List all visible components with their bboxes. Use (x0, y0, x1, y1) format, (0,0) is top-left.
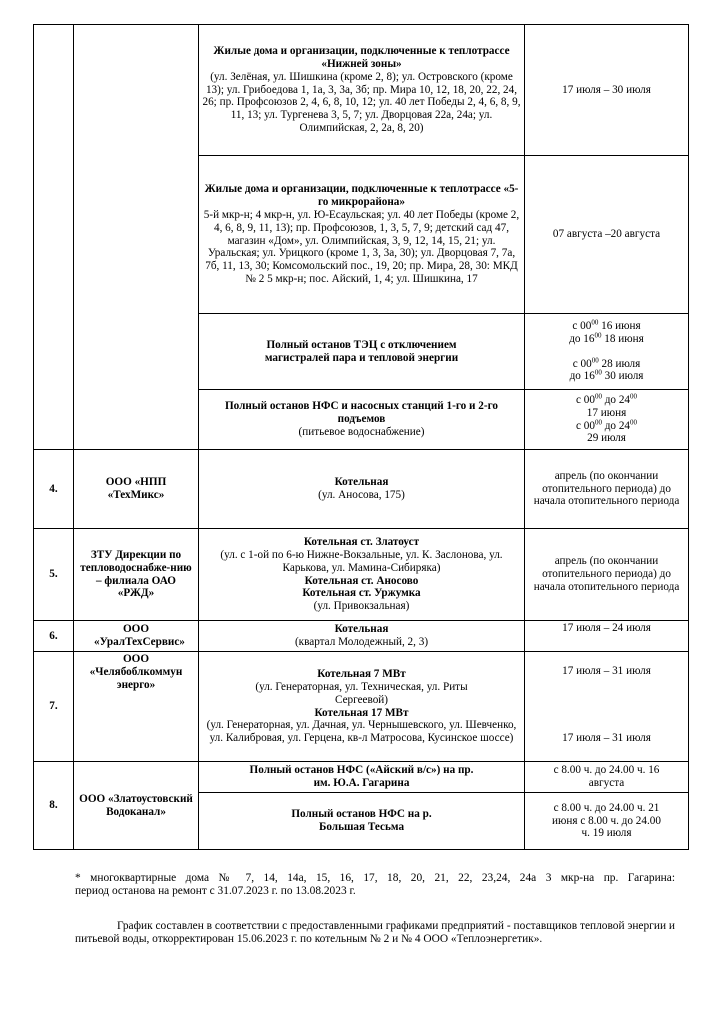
period-cell (525, 390, 689, 450)
period-line: до $16^{00}$ 18 июня (569, 330, 644, 345)
footnote-line: * многоквартирные дома № 7, 14, 14а, 15, 16, 17, 18, 20, 21, 22, 23,24, 24а 3 мкр-на пр. Гагарина: (75, 872, 675, 884)
period-line: с $00^{00}$ до $24^{00}$ (575, 417, 638, 432)
row-number: 7. (34, 652, 74, 762)
object-description: (ул. Привокзальная) (313, 600, 410, 613)
table-row (34, 25, 689, 156)
object-description: (ул. Генераторная, ул. Дачная, ул. Чернышевского, ул. Шевченко, ул. Калибровая, ул. Герцена, кв-л Матросова, Кусинское шоссе) (206, 719, 517, 745)
object-title: Котельная ст. Златоуст (303, 536, 420, 549)
object-title: Полный останов ТЭЦ с отключением магистралей пара и тепловой энергии (264, 338, 459, 364)
object-title: Полный останов НФС и насосных станций 1-го и 2-го подъемов (224, 400, 499, 426)
object-title: Жилые дома и организации, подключенные к теплотрассе «5-го микрорайона» (204, 183, 519, 209)
object-title: Котельная ст. Уржумка (302, 587, 421, 600)
object-description: (питьевое водоснабжение) (298, 425, 425, 438)
object-title: Котельная (334, 623, 389, 636)
organization-name: ООО «Челябоблкоммун энерго» (74, 652, 199, 762)
period-cell: 17 июля – 24 июля (525, 621, 689, 652)
period-cell: апрель (по окончании отопительного периода) до начала отопительного периода (525, 450, 689, 529)
object-title: Жилые дома и организации, подключенные к теплотрассе «Нижней зоны» (213, 45, 510, 70)
period-line: 17 июля – 31 июля (562, 665, 651, 677)
footnote-line: период останова на ремонт с 31.07.2023 г. по 13.08.2023 г. (75, 885, 356, 897)
object-title: Котельная 7 МВт (317, 668, 406, 681)
object-description: 5-й мкр-н; 4 мкр-н, ул. Ю-Есаульская; ул. 40 лет Победы (кроме 2, 4, 6, 8, 9, 11, 13); пр. Профсоюзов, 1, 3, 5, 7, 9; детский сад 47, магазин «Дом», ул. Олимпийская, 3, 9, 12, 14, 15, 21; ул. Уральская; ул. Урицкого (кроме 1, 3, 3а, 30); ул. Дворцовая 7, 7а, 7б, 11, 13, 30; Комсомольский пос., 19, 20; пр. Мира, 28, 30: МКД № 2 5 мкр-н; пос. Айский, 1, 4; ул. Шишкина, 17 (203, 208, 520, 285)
table-row (34, 762, 689, 793)
period-line: с $00^{00}$ 28 июля (572, 355, 641, 370)
closing-paragraph: График составлен в соответствии с предоставленными графиками предприятий - поставщиков тепловой энергии и питьевой воды, откорректирован 15.06.2023 г. по котельным № 2 и № 4 ООО «Теплоэнергетик». (75, 920, 675, 945)
object-cell (199, 762, 525, 793)
object-cell (199, 314, 525, 390)
footnote (75, 872, 675, 898)
number-cell (34, 25, 74, 450)
table-row (34, 621, 689, 652)
table-row (34, 450, 689, 529)
object-description: (ул. Зелёная, ул. Шишкина (кроме 2, 8); ул. Островского (кроме 13); ул. Грибоедова 1, 1а, 3, 3а, 3б; пр. Мира 10, 12, 18, 20, 22, 24, 26; пр. Профсоюзов 2, 4, 6, 8, 10, 12; ул. 40 лет Победы 2, 4, 6, 8, 9, 11, 13; ул. Тургенева 3, 5, 7; ул. Дворцовая 22а, 24а; ул. Олимпийская, 2, 2а, 8, 20) (202, 70, 521, 134)
period-line: 17 июня (586, 406, 627, 419)
row-number: 5. (34, 529, 74, 621)
object-cell (199, 156, 525, 314)
table-row (34, 529, 689, 621)
row-number: 4. (34, 450, 74, 529)
object-title: Котельная ст. Аносово (304, 574, 419, 587)
period-cell (525, 314, 689, 390)
period-line: 29 июля (587, 432, 626, 445)
table-row (34, 652, 689, 762)
schedule-table (33, 24, 689, 850)
period-cell (525, 652, 689, 762)
organization-name: ООО «Златоустовский Водоканал» (74, 762, 199, 850)
object-cell (199, 390, 525, 450)
period-cell: 07 августа –20 августа (525, 156, 689, 314)
object-cell (199, 529, 525, 621)
period-cell: апрель (по окончании отопительного периода) до начала отопительного периода (525, 529, 689, 621)
period-line: с $00^{00}$ до $24^{00}$ (575, 392, 638, 406)
object-cell (199, 25, 525, 156)
object-description: (ул. Аносова, 175) (318, 489, 405, 501)
period-cell: 17 июля – 30 июля (525, 25, 689, 156)
object-description: (ул. с 1-ой по 6-ю Нижне-Вокзальные, ул. К. Заслонова, ул. Карькова, ул. Мамина-Сибиряка) (220, 548, 503, 574)
object-description: (квартал Молодежный, 2, 3) (294, 636, 429, 648)
row-number: 6. (34, 621, 74, 652)
object-title: Котельная 17 МВт (314, 706, 409, 719)
object-cell (199, 621, 525, 652)
object-title: Полный останов НФС на р. Большая Тесьма (291, 808, 432, 833)
row-number: 8. (34, 762, 74, 850)
period-cell: с 8.00 ч. до 24.00 ч. 21 июня с 8.00 ч. до 24.00 ч. 19 июля (525, 793, 689, 850)
object-cell (199, 450, 525, 529)
period-line: 17 июля – 31 июля (562, 731, 651, 744)
object-title: Полный останов НФС («Айский в/с») на пр. им. Ю.А. Гагарина (249, 764, 474, 789)
period-line: с $00^{00}$ 16 июня (572, 318, 641, 332)
object-description: (ул. Генераторная, ул. Техническая, ул. Риты Сергеевой) (255, 680, 468, 706)
organization-name: ООО «УралТехСервис» (74, 621, 199, 652)
object-cell (199, 793, 525, 850)
organization-cell (74, 25, 199, 450)
organization-name: ЗТУ Дирекции по тепловодоснабже-нию – филиала ОАО «РЖД» (74, 529, 199, 621)
object-cell (199, 652, 525, 762)
organization-name: ООО «НПП «ТехМикс» (74, 450, 199, 529)
period-cell: с 8.00 ч. до 24.00 ч. 16 августа (525, 762, 689, 793)
period-line: до $16^{00}$ 30 июля (569, 368, 644, 383)
object-title: Котельная (334, 476, 389, 489)
